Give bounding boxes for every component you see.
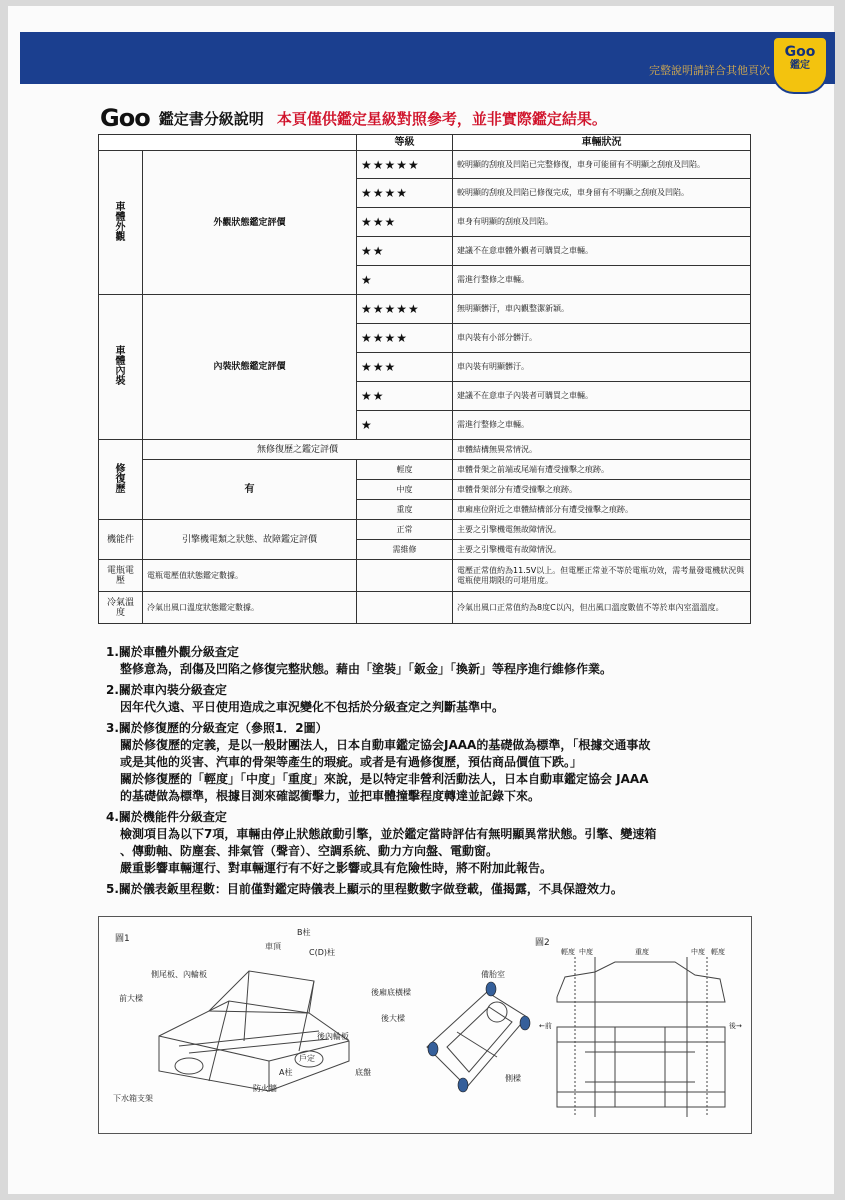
exterior-desc: 較明顯的刮痕及凹陷已修復完成，車身留有不明顯之刮痕及凹陷。 (453, 179, 751, 208)
interior-stars: ★★★★ (357, 324, 453, 353)
note-line: 檢測項目為以下7項，車輛由停止狀態啟動引擎，並於鑑定當時評估有無明顯異常狀態。引擎、變速箱 (120, 827, 657, 841)
interior-label: 內裝狀態鑑定評價 (143, 295, 357, 440)
fig1-label: B柱 (297, 928, 311, 937)
banner-note: 完整說明請詳合其他頁次 (649, 64, 770, 77)
interior-stars: ★★★ (357, 353, 453, 382)
interior-desc: 車內裝有小部分髒汙。 (453, 324, 751, 353)
interior-desc: 需進行整修之車輛。 (453, 411, 751, 440)
fig1-label: 車頂 (265, 942, 281, 951)
fig1-label: 前大樑 (119, 994, 143, 1003)
mechanical-label: 引擎機電類之狀態、故障鑑定評價 (143, 520, 357, 560)
fig1-label: 底盤 (355, 1068, 371, 1077)
battery-side-label: 電瓶電壓 (99, 560, 143, 592)
note-line: 整修意為，刮傷及凹陷之修復完整狀態。藉由「塗裝」「鈑金」「換新」等程序進行維修作業。 (120, 662, 613, 676)
fig1-label: 後大樑 (381, 1014, 405, 1023)
note-line: 或是其他的災害、汽車的骨架等產生的瑕疵。或者是有過修復歷，預估商品價值下跌。」 (120, 755, 583, 769)
repair-level: 重度 (357, 500, 453, 520)
title-subtitle: 鑑定書分級說明 (158, 109, 264, 128)
fig1-label: 備胎室 (481, 970, 505, 979)
header-banner (20, 32, 835, 84)
exterior-desc: 較明顯的刮痕及凹陷已完整修復，車身可能留有不明顯之刮痕及凹陷。 (453, 151, 751, 179)
note-3 (106, 720, 766, 805)
repair-desc: 車體骨架之前端或尾端有遭受撞擊之痕跡。 (453, 460, 751, 480)
damage-zone-diagram (555, 957, 727, 1127)
fig1-label: 防火牆 (253, 1084, 277, 1093)
fig1-label: C(D)柱 (309, 948, 335, 957)
figure2-title: 圖2 (535, 938, 550, 948)
interior-desc: 建議不在意車子內裝者可購買之車輛。 (453, 382, 751, 411)
grading-table (98, 134, 751, 624)
interior-stars: ★★★★★ (357, 295, 453, 324)
interior-desc: 無明顯髒汙，車內觀整潔新穎。 (453, 295, 751, 324)
exterior-desc: 需進行整修之車輛。 (453, 266, 751, 295)
repair-desc: 車廂座位附近之車體結構部分有遭受撞擊之痕跡。 (453, 500, 751, 520)
exterior-side-label: 車體外觀 (99, 151, 143, 295)
note-heading: 3.關於修復歷的分級查定（參照1．2圖） (106, 721, 328, 735)
note-1 (106, 644, 766, 678)
battery-label: 電瓶電壓值狀態鑑定數據。 (143, 560, 357, 592)
repair-desc: 車體骨架部分有遭受撞擊之痕跡。 (453, 480, 751, 500)
page-title (100, 104, 607, 132)
note-line: 因年代久遠、平日使用造成之車況變化不包括於分級查定之判斷基準中。 (120, 700, 505, 714)
repair-level: 輕度 (357, 460, 453, 480)
badge-line2: 鑑定 (790, 60, 810, 71)
exterior-stars: ★★ (357, 237, 453, 266)
exterior-stars: ★ (357, 266, 453, 295)
aircon-label: 冷氣出風口溫度狀態鑑定數據。 (143, 592, 357, 624)
note-heading: 1.關於車體外觀分級查定 (106, 645, 239, 659)
figures-panel (98, 916, 752, 1134)
exterior-stars: ★★★★★ (357, 151, 453, 179)
fig2-zone-label: 重度 (635, 948, 649, 956)
aircon-side-label: 冷氣溫度 (99, 592, 143, 624)
exterior-desc: 車身有明顯的刮痕及凹陷。 (453, 208, 751, 237)
exterior-stars: ★★★ (357, 208, 453, 237)
repair-level: 中度 (357, 480, 453, 500)
mechanical-level: 正常 (357, 520, 453, 540)
figure1-title: 圖1 (115, 934, 130, 944)
goo-logo: Goo (100, 104, 150, 132)
fig2-rear-label: 後→ (729, 1022, 742, 1030)
note-4 (106, 809, 766, 877)
mechanical-desc: 主要之引擎機電有故障情況。 (453, 540, 751, 560)
mechanical-side-label: 機能件 (99, 520, 143, 560)
exterior-desc: 建議不在意車體外觀者可購買之車輛。 (453, 237, 751, 266)
interior-side-label: 車體內裝 (99, 295, 143, 440)
aircon-blank (357, 592, 453, 624)
fig1-label: A柱 (279, 1068, 293, 1077)
mechanical-desc: 主要之引擎機電無故障情況。 (453, 520, 751, 540)
exterior-stars: ★★★★ (357, 179, 453, 208)
repair-side-label: 修復歷 (99, 440, 143, 520)
battery-blank (357, 560, 453, 592)
fig2-zone-label: 中度 (579, 948, 593, 956)
explanation-notes (106, 640, 766, 898)
fig2-zone-label: 輕度 (711, 948, 725, 956)
fig1-label: 側樑 (505, 1074, 521, 1083)
fig1-label: 下水箱支架 (113, 1094, 153, 1103)
fig1-label: 後廂底橫樑 (371, 988, 411, 997)
note-heading: 5.關於儀表鈑里程數：目前僅對鑑定時儀表上顯示的里程數數字做登載，僅揭露，不具保證效力。 (106, 882, 623, 896)
interior-stars: ★ (357, 411, 453, 440)
fig2-zone-label: 中度 (691, 948, 705, 956)
note-line: 、傳動軸、防塵套、排氣管（聲音）、空調系統、動力方向盤、電動窗。 (120, 844, 499, 858)
car-body-diagram (149, 941, 359, 1101)
mechanical-level: 需維修 (357, 540, 453, 560)
fig2-zone-label: 輕度 (561, 948, 575, 956)
fig1-label: 後內輪板 (317, 1032, 349, 1041)
exterior-label: 外觀狀態鑑定評價 (143, 151, 357, 295)
note-2 (106, 682, 766, 716)
repair-has-label: 有 (143, 460, 357, 520)
badge-line1: Goo (784, 44, 816, 60)
goo-badge-logo (772, 36, 828, 94)
note-line: 關於修復歷的定義，是以一般財團法人，日本自動車鑑定協会JAAA的基礎做為標準，「根據交通事故 (120, 738, 651, 752)
fig1-label: 側尾板、內輪板 (151, 970, 207, 979)
interior-desc: 車內裝有明顯髒汙。 (453, 353, 751, 382)
note-line: 關於修復歷的「輕度」「中度」「重度」來說，是以特定非營利活動法人，日本自動車鑑定協会 JAAA (120, 772, 649, 786)
note-5 (106, 881, 766, 898)
aircon-desc: 冷氣出風口正常值約為8度C以內，但出風口溫度數值不等於車內室溫溫度。 (453, 592, 751, 624)
note-line: 的基礎做為標準，根據目測來確認衝擊力，並把車體撞擊程度轉達並記錄下來。 (120, 789, 541, 803)
fig2-front-label: ←前 (539, 1022, 552, 1030)
repair-none-desc: 車體結構無異常情況。 (453, 440, 751, 460)
battery-desc: 電壓正常值約為11.5V以上。但電壓正常並不等於電瓶功效，需考量發電機狀況與電瓶使用期限的可堪用度。 (453, 560, 751, 592)
note-heading: 4.關於機能件分級查定 (106, 810, 227, 824)
note-heading: 2.關於車內裝分級查定 (106, 683, 227, 697)
note-line: 嚴重影響車輛運行、對車輛運行有不好之影響或具有危險性時，將不附加此報告。 (120, 861, 553, 875)
repair-none-label: 無修復歷之鑑定評價 (143, 440, 453, 460)
interior-stars: ★★ (357, 382, 453, 411)
table-header-grade: 等級 (357, 135, 453, 151)
table-header-status: 車輛狀況 (453, 135, 751, 151)
title-warning: 本頁僅供鑑定星級對照參考，並非實際鑑定結果。 (276, 109, 607, 128)
fig1-label: 戶定 (299, 1054, 315, 1063)
table-header-blank (99, 135, 357, 151)
